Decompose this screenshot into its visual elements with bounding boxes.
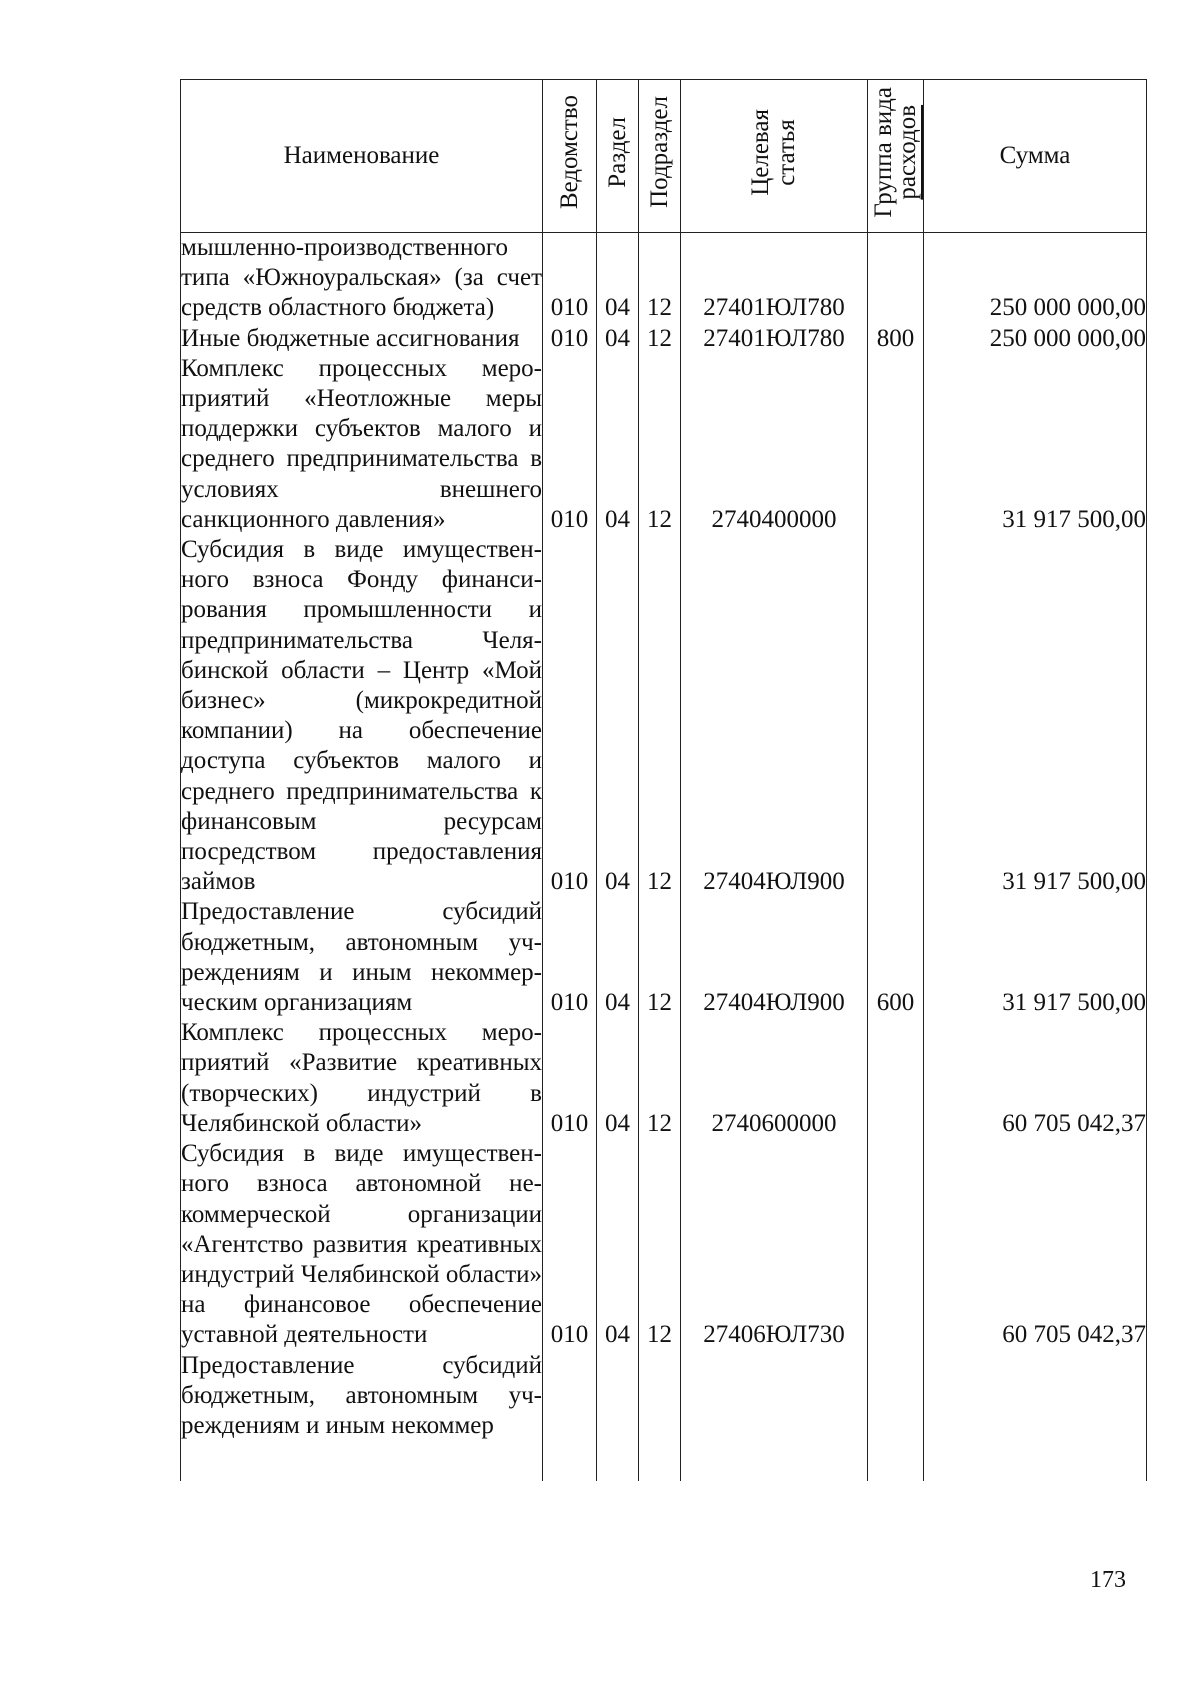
row-vedomstvo: 010	[543, 535, 597, 897]
row-vedomstvo: 010	[543, 233, 597, 324]
row-gruppa	[868, 354, 924, 535]
header-summa: Сумма	[924, 80, 1147, 233]
row-name: Комплекс процессных мероприятий «Неотложные меры поддержки субъектов малого и среднего предпринимательства в условиях внешнего санкционного давления»	[181, 354, 543, 535]
header-celevaya-statya: Целевая статья	[681, 80, 868, 233]
row-vedomstvo: 010	[543, 354, 597, 535]
row-razdel: 04	[597, 354, 639, 535]
row-celevaya-statya: 27404ЮЛ900	[681, 897, 868, 1018]
row-name: Предоставление субсидий бюджетным, автономным учреждениям и иным некоммер	[181, 1351, 543, 1481]
row-name: Субсидия в виде имущественного взноса автономной некоммерческой организации «Агентство развития креативных индустрий Челябинской области» на финансовое обеспечение уставной деятельности	[181, 1139, 543, 1350]
row-name: Субсидия в виде имущественного взноса Фонду финансирования промышленности и предпринимательства Челябинской области – Центр «Мой бизнес» (микрокредитной компании) на обеспечение доступа субъектов малого и среднего предпринимательства к финансовым ресурсам посредством предоставления займов	[181, 535, 543, 897]
row-summa: 60 705 042,37	[924, 1018, 1147, 1139]
row-vedomstvo: 010	[543, 324, 597, 354]
header-vedomstvo: Ведомство	[543, 80, 597, 233]
header-podrazdel: Подраздел	[639, 80, 681, 233]
row-podrazdel: 12	[639, 535, 681, 897]
header-gruppa-line2: расходов	[893, 104, 921, 200]
row-summa	[924, 1351, 1147, 1481]
header-gruppa-line1: Группа вида	[869, 86, 897, 218]
row-podrazdel: 12	[639, 324, 681, 354]
budget-table	[180, 79, 1147, 1481]
row-razdel: 04	[597, 324, 639, 354]
row-gruppa	[868, 233, 924, 324]
row-summa: 31 917 500,00	[924, 897, 1147, 1018]
row-razdel: 04	[597, 1139, 639, 1350]
row-podrazdel: 12	[639, 897, 681, 1018]
table-row	[181, 535, 1147, 897]
table-row	[181, 324, 1147, 354]
row-summa: 250 000 000,00	[924, 324, 1147, 354]
row-celevaya-statya: 27404ЮЛ900	[681, 535, 868, 897]
row-podrazdel: 12	[639, 1018, 681, 1139]
table-row	[181, 1018, 1147, 1139]
row-gruppa	[868, 1351, 924, 1481]
row-summa: 250 000 000,00	[924, 233, 1147, 324]
row-celevaya-statya: 2740600000	[681, 1018, 868, 1139]
row-name: Предоставление субсидий бюджетным, автономным учреждениям и иным некоммерческим организациям	[181, 897, 543, 1018]
table-row	[181, 354, 1147, 535]
row-podrazdel	[639, 1351, 681, 1481]
table-row	[181, 1139, 1147, 1350]
table-row	[181, 233, 1147, 324]
row-celevaya-statya: 27406ЮЛ730	[681, 1139, 868, 1350]
row-razdel: 04	[597, 233, 639, 324]
row-podrazdel: 12	[639, 354, 681, 535]
table-header-row	[181, 80, 1147, 233]
table-row	[181, 1351, 1147, 1481]
row-vedomstvo: 010	[543, 897, 597, 1018]
row-podrazdel: 12	[639, 233, 681, 324]
row-celevaya-statya: 27401ЮЛ780	[681, 233, 868, 324]
header-razdel: Раздел	[597, 80, 639, 233]
row-vedomstvo: 010	[543, 1139, 597, 1350]
row-name: Комплекс процессных мероприятий «Развитие креативных (творческих) индустрий в Челябинской области»	[181, 1018, 543, 1139]
row-vedomstvo: 010	[543, 1018, 597, 1139]
row-razdel: 04	[597, 1018, 639, 1139]
header-name: Наименование	[181, 80, 543, 233]
row-celevaya-statya: 27401ЮЛ780	[681, 324, 868, 354]
header-gruppa-vida-rashodov	[868, 80, 924, 233]
row-razdel: 04	[597, 535, 639, 897]
row-celevaya-statya	[681, 1351, 868, 1481]
row-vedomstvo	[543, 1351, 597, 1481]
row-gruppa	[868, 535, 924, 897]
row-razdel: 04	[597, 897, 639, 1018]
row-gruppa	[868, 1018, 924, 1139]
row-gruppa: 800	[868, 324, 924, 354]
table-row	[181, 897, 1147, 1018]
row-razdel	[597, 1351, 639, 1481]
row-summa: 31 917 500,00	[924, 535, 1147, 897]
row-podrazdel: 12	[639, 1139, 681, 1350]
row-summa: 60 705 042,37	[924, 1139, 1147, 1350]
row-gruppa: 600	[868, 897, 924, 1018]
row-gruppa	[868, 1139, 924, 1350]
row-name: Иные бюджетные ассигнования	[181, 324, 543, 354]
row-name: мышленно-производственного типа «Южноуральская» (за счет средств областного бюджета)	[181, 233, 543, 324]
row-summa: 31 917 500,00	[924, 354, 1147, 535]
row-celevaya-statya: 2740400000	[681, 354, 868, 535]
page-number: 173	[1090, 1567, 1126, 1593]
